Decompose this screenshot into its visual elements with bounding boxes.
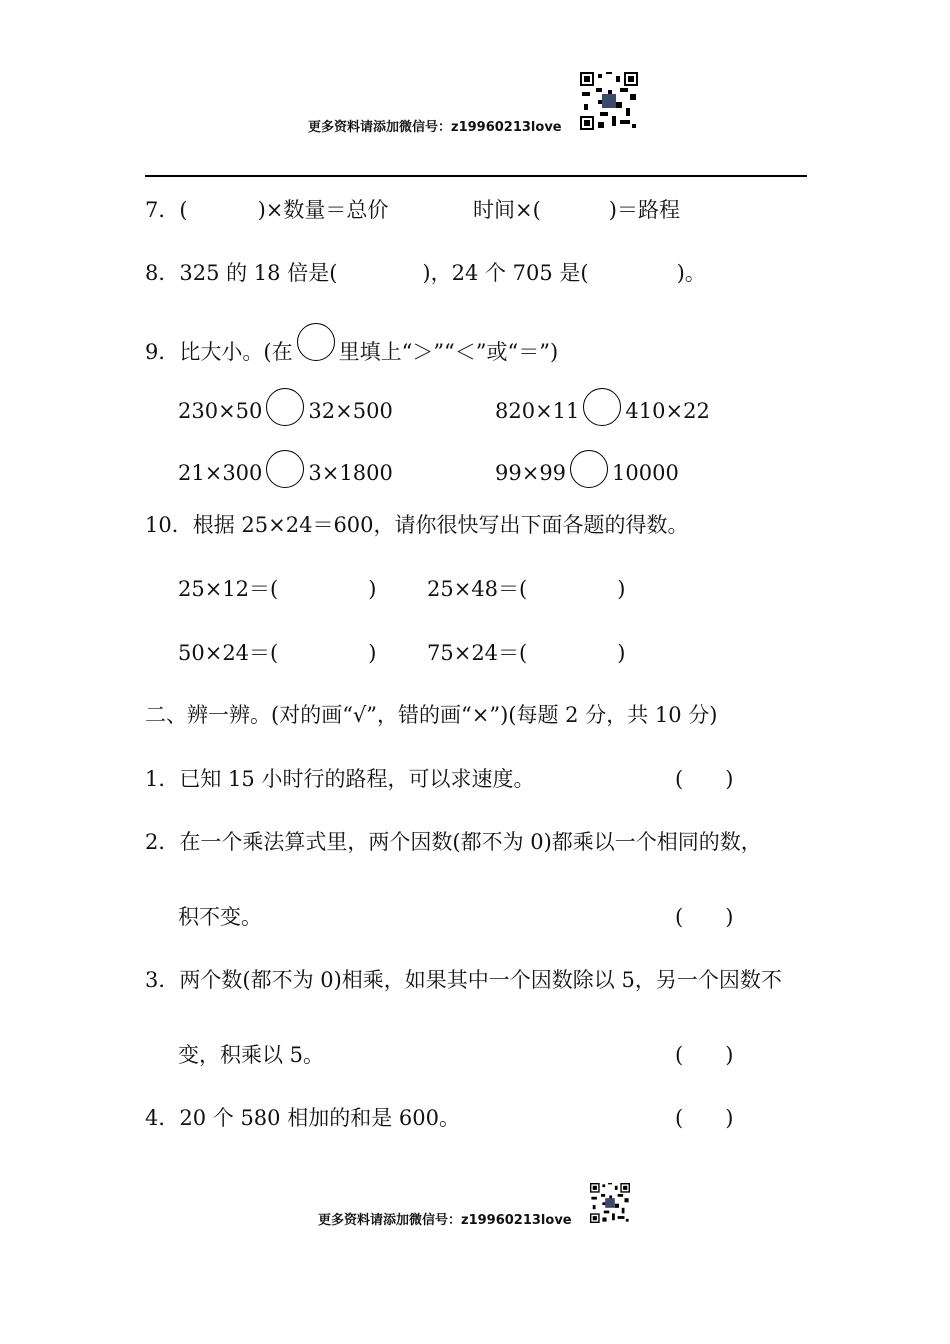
question-7-part-b [473, 195, 680, 225]
calc-expr: 50×24＝( [178, 641, 279, 665]
q7-blank-open: ( [179, 198, 188, 222]
calc-item [427, 574, 625, 604]
judge-item-4 [145, 1103, 460, 1133]
compare-right: 32×500 [308, 399, 393, 423]
circle-symbol-icon [297, 323, 335, 361]
question-number: 9． [145, 340, 180, 364]
q7-text-b: 时间×( [473, 198, 541, 222]
judge-text: 在一个乘法算式里，两个因数(都不为 0)都乘以一个相同的数， [179, 830, 762, 854]
header-text: 更多资料请添加微信号：z19960213love [308, 120, 562, 135]
compare-circle[interactable] [570, 450, 608, 488]
question-number: 2． [145, 830, 180, 854]
question-number: 3． [145, 968, 180, 992]
compare-item [178, 388, 393, 426]
compare-circle[interactable] [266, 450, 304, 488]
judge-answer-paren[interactable]: ( ) [675, 767, 734, 791]
calc-item [178, 638, 376, 668]
question-7 [145, 195, 388, 225]
judge-text: 两个数(都不为 0)相乘，如果其中一个因数除以 5，另一个因数不 [179, 968, 782, 992]
calc-close: ) [368, 577, 377, 601]
footer-text: 更多资料请添加微信号：z19960213love [318, 1213, 572, 1228]
calc-item [178, 574, 376, 604]
question-number: 10． [145, 513, 193, 537]
header-divider [145, 175, 807, 177]
compare-item [178, 450, 393, 488]
calc-expr: 75×24＝( [427, 641, 528, 665]
calc-expr: 25×12＝( [178, 577, 279, 601]
judge-answer-paren[interactable]: ( ) [675, 905, 734, 929]
compare-left: 21×300 [178, 461, 263, 485]
q7-text-b-close: )＝路程 [608, 198, 680, 222]
judge-text: 已知 15 小时行的路程，可以求速度。 [179, 767, 535, 791]
qr-code-icon [590, 1183, 630, 1223]
compare-right: 10000 [612, 461, 679, 485]
question-number: 8． [145, 261, 180, 285]
question-number: 1． [145, 767, 180, 791]
judge-item-3 [145, 965, 782, 995]
compare-left: 820×11 [495, 399, 580, 423]
judge-answer-paren[interactable]: ( ) [675, 1043, 734, 1067]
q9-instruction-pre: 比大小。(在 [179, 340, 293, 364]
judge-text-line2: 变，积乘以 5。 [178, 1043, 325, 1067]
question-number: 7． [145, 198, 180, 222]
question-number: 4． [145, 1106, 180, 1130]
compare-circle[interactable] [266, 388, 304, 426]
judge-item-1 [145, 764, 534, 794]
calc-expr: 25×48＝( [427, 577, 528, 601]
calc-close: ) [368, 641, 377, 665]
q10-text: 根据 25×24＝600，请你很快写出下面各题的得数。 [192, 513, 689, 537]
q8-text-c: )。 [676, 261, 706, 285]
qr-code-icon [580, 72, 638, 130]
question-8 [145, 258, 706, 288]
judge-text-line2: 积不变。 [178, 905, 262, 929]
question-10 [145, 510, 689, 540]
section-2-title: 二、辨一辨。(对的画“√”，错的画“×”)(每题 2 分，共 10 分) [145, 703, 718, 727]
calc-close: ) [617, 641, 626, 665]
judge-answer-paren[interactable]: ( ) [675, 1106, 734, 1130]
compare-left: 230×50 [178, 399, 263, 423]
compare-right: 410×22 [625, 399, 710, 423]
calc-item [427, 638, 625, 668]
compare-right: 3×1800 [308, 461, 393, 485]
q8-text-b: )，24 个 705 是( [422, 261, 589, 285]
judge-text: 20 个 580 相加的和是 600。 [179, 1106, 460, 1130]
judge-item-2 [145, 827, 762, 857]
compare-item [495, 450, 679, 488]
compare-circle[interactable] [583, 388, 621, 426]
q7-text-a: )×数量＝总价 [257, 198, 389, 222]
q8-text-a: 325 的 18 倍是( [179, 261, 338, 285]
compare-left: 99×99 [495, 461, 567, 485]
compare-item [495, 388, 710, 426]
question-9 [145, 323, 558, 367]
q9-instruction-post: 里填上“＞”“＜”或“＝”) [338, 340, 559, 364]
calc-close: ) [617, 577, 626, 601]
